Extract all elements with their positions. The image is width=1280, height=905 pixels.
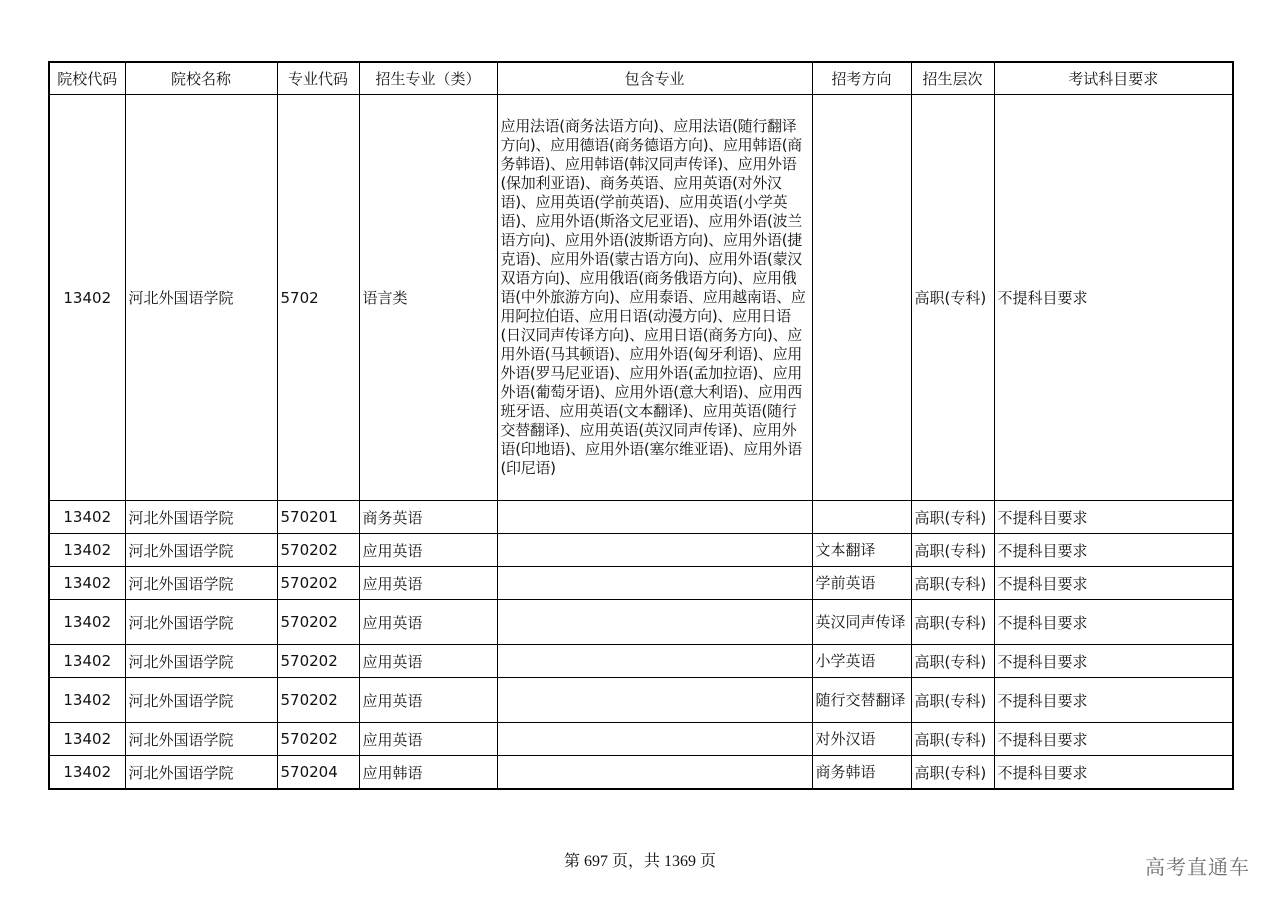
table-row — [49, 95, 1233, 501]
major-cell: 应用英语 — [359, 600, 497, 645]
exam-cell: 不提科目要求 — [994, 501, 1233, 534]
level-cell: 高职(专科) — [911, 678, 994, 723]
includes-cell: 应用法语(商务法语方向)、应用法语(随行翻译方向)、应用德语(商务德语方向)、应用韩语(商务韩语)、应用韩语(韩汉同声传译)、应用外语(保加利亚语)、商务英语、应用英语(对外汉语)、应用英语(学前英语)、应用英语(小学英语)、应用外语(斯洛文尼亚语)、应用外语(波兰语方向)、应用外语(波斯语方向)、应用外语(捷克语)、应用外语(蒙古语方向)、应用外语(蒙汉双语方向)、应用俄语(商务俄语方向)、应用俄语(中外旅游方向)、应用泰语、应用越南语、应用阿拉伯语、应用日语(动漫方向)、应用日语(日汉同声传译方向)、应用日语(商务方向)、应用外语(马其顿语)、应用外语(匈牙利语)、应用外语(罗马尼亚语)、应用外语(孟加拉语)、应用外语(葡萄牙语)、应用外语(意大利语)、应用西班牙语、应用英语(文本翻译)、应用英语(随行交替翻译)、应用英语(英汉同声传译)、应用外语(印地语)、应用外语(塞尔维亚语)、应用外语(印尼语) — [497, 95, 812, 501]
header-exam: 考试科目要求 — [994, 62, 1233, 95]
school-code-cell: 13402 — [49, 534, 125, 567]
exam-cell: 不提科目要求 — [994, 600, 1233, 645]
school-name-cell: 河北外国语学院 — [125, 534, 277, 567]
exam-cell: 不提科目要求 — [994, 756, 1233, 790]
exam-cell: 不提科目要求 — [994, 567, 1233, 600]
school-code-cell: 13402 — [49, 723, 125, 756]
header-school-name: 院校名称 — [125, 62, 277, 95]
exam-cell: 不提科目要求 — [994, 95, 1233, 501]
header-includes: 包含专业 — [497, 62, 812, 95]
includes-cell — [497, 567, 812, 600]
exam-cell: 不提科目要求 — [994, 645, 1233, 678]
major-cell: 语言类 — [359, 95, 497, 501]
school-code-cell: 13402 — [49, 678, 125, 723]
table-row — [49, 567, 1233, 600]
header-major: 招生专业（类） — [359, 62, 497, 95]
major-cell: 应用英语 — [359, 723, 497, 756]
major-cell: 商务英语 — [359, 501, 497, 534]
major-code-cell: 570202 — [277, 600, 359, 645]
major-cell: 应用英语 — [359, 534, 497, 567]
school-name-cell: 河北外国语学院 — [125, 723, 277, 756]
school-name-cell: 河北外国语学院 — [125, 645, 277, 678]
direction-cell: 文本翻译 — [812, 534, 911, 567]
exam-cell: 不提科目要求 — [994, 534, 1233, 567]
exam-cell: 不提科目要求 — [994, 678, 1233, 723]
header-direction: 招考方向 — [812, 62, 911, 95]
school-name-cell: 河北外国语学院 — [125, 501, 277, 534]
school-name-cell: 河北外国语学院 — [125, 95, 277, 501]
school-code-cell: 13402 — [49, 567, 125, 600]
page-number: 第 697 页，共 1369 页 — [563, 853, 716, 870]
direction-cell: 商务韩语 — [812, 756, 911, 790]
watermark-logo: 高考直通车 — [1145, 855, 1250, 879]
admissions-table — [48, 61, 1234, 790]
includes-cell — [497, 723, 812, 756]
major-code-cell: 570202 — [277, 723, 359, 756]
table-header-row — [49, 62, 1233, 95]
direction-cell: 小学英语 — [812, 645, 911, 678]
level-cell: 高职(专科) — [911, 723, 994, 756]
exam-cell: 不提科目要求 — [994, 723, 1233, 756]
table-row — [49, 534, 1233, 567]
school-name-cell: 河北外国语学院 — [125, 567, 277, 600]
major-code-cell: 570202 — [277, 567, 359, 600]
major-cell: 应用英语 — [359, 645, 497, 678]
direction-cell — [812, 95, 911, 501]
header-major-code: 专业代码 — [277, 62, 359, 95]
table-row — [49, 600, 1233, 645]
includes-cell — [497, 501, 812, 534]
includes-cell — [497, 756, 812, 790]
school-name-cell: 河北外国语学院 — [125, 678, 277, 723]
includes-cell — [497, 645, 812, 678]
level-cell: 高职(专科) — [911, 756, 994, 790]
major-cell: 应用英语 — [359, 567, 497, 600]
includes-cell — [497, 678, 812, 723]
major-code-cell: 570202 — [277, 534, 359, 567]
school-code-cell: 13402 — [49, 756, 125, 790]
major-code-cell: 570202 — [277, 678, 359, 723]
major-cell: 应用英语 — [359, 678, 497, 723]
includes-cell — [497, 600, 812, 645]
includes-cell — [497, 534, 812, 567]
level-cell: 高职(专科) — [911, 645, 994, 678]
school-code-cell: 13402 — [49, 95, 125, 501]
major-code-cell: 570201 — [277, 501, 359, 534]
table-row — [49, 645, 1233, 678]
school-code-cell: 13402 — [49, 600, 125, 645]
level-cell: 高职(专科) — [911, 501, 994, 534]
school-name-cell: 河北外国语学院 — [125, 756, 277, 790]
header-school-code: 院校代码 — [49, 62, 125, 95]
level-cell: 高职(专科) — [911, 567, 994, 600]
direction-cell: 英汉同声传译 — [812, 600, 911, 645]
school-code-cell: 13402 — [49, 501, 125, 534]
school-name-cell: 河北外国语学院 — [125, 600, 277, 645]
direction-cell: 学前英语 — [812, 567, 911, 600]
major-code-cell: 5702 — [277, 95, 359, 501]
school-code-cell: 13402 — [49, 645, 125, 678]
direction-cell — [812, 501, 911, 534]
table-row — [49, 678, 1233, 723]
header-level: 招生层次 — [911, 62, 994, 95]
table-row — [49, 723, 1233, 756]
direction-cell: 随行交替翻译 — [812, 678, 911, 723]
table-row — [49, 501, 1233, 534]
level-cell: 高职(专科) — [911, 600, 994, 645]
level-cell: 高职(专科) — [911, 95, 994, 501]
table-row — [49, 756, 1233, 790]
direction-cell: 对外汉语 — [812, 723, 911, 756]
major-code-cell: 570204 — [277, 756, 359, 790]
major-code-cell: 570202 — [277, 645, 359, 678]
level-cell: 高职(专科) — [911, 534, 994, 567]
major-cell: 应用韩语 — [359, 756, 497, 790]
